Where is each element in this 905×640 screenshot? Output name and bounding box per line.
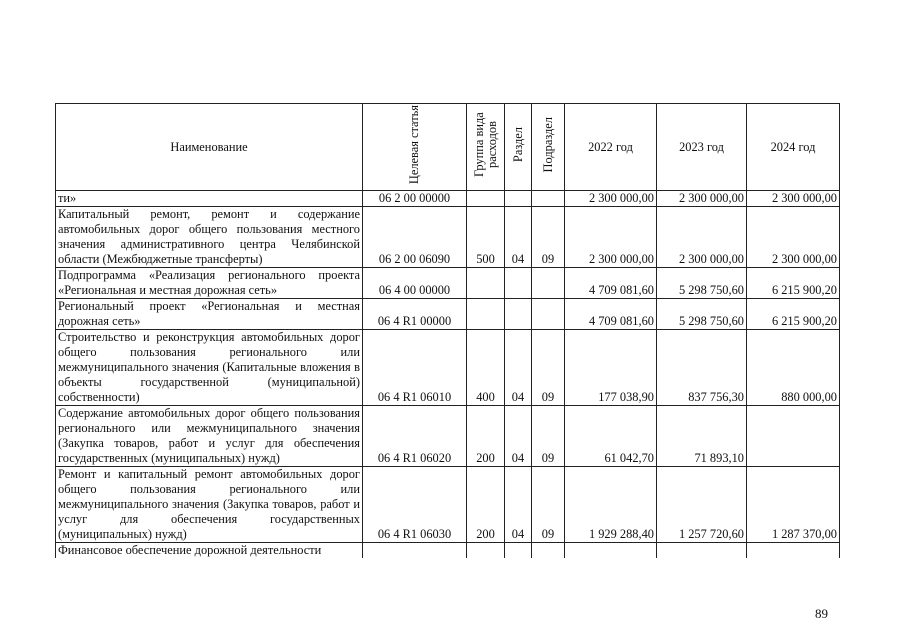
header-subsection: Подраздел	[532, 104, 565, 191]
row-target: 06 2 00 06090	[363, 207, 467, 268]
row-target: 06 2 00 00000	[363, 191, 467, 207]
row-name: Капитальный ремонт, ремонт и содержание автомобильных дорог общего пользования местного значения административного центра Челябинской области (Межбюджетные трансферты)	[56, 207, 363, 268]
header-target: Целевая статья	[363, 104, 467, 191]
row-group	[467, 543, 505, 559]
row-2023	[657, 543, 747, 559]
header-2023: 2023 год	[657, 104, 747, 191]
row-group: 200	[467, 406, 505, 467]
row-2022: 177 038,90	[565, 330, 657, 406]
row-2024: 6 215 900,20	[747, 299, 840, 330]
row-name: ти»	[56, 191, 363, 207]
row-section: 04	[505, 467, 532, 543]
table-row	[56, 543, 840, 559]
row-subsection	[532, 543, 565, 559]
row-2022	[565, 543, 657, 559]
row-group: 200	[467, 467, 505, 543]
header-group: Группа вида расходов	[467, 104, 505, 191]
row-2023: 5 298 750,60	[657, 299, 747, 330]
table-row	[56, 191, 840, 207]
row-name: Финансовое обеспечение дорожной деятельности	[56, 543, 363, 559]
row-section	[505, 191, 532, 207]
row-section	[505, 543, 532, 559]
row-target: 06 4 R1 00000	[363, 299, 467, 330]
row-subsection	[532, 191, 565, 207]
row-name: Содержание автомобильных дорог общего пользования регионального или межмуниципального значения (Закупка товаров, работ и услуг для обеспечения государственных (муниципальных) нужд)	[56, 406, 363, 467]
row-target	[363, 543, 467, 559]
row-group: 500	[467, 207, 505, 268]
row-group	[467, 299, 505, 330]
row-2023: 71 893,10	[657, 406, 747, 467]
row-target: 06 4 R1 06030	[363, 467, 467, 543]
row-subsection: 09	[532, 467, 565, 543]
row-2024	[747, 406, 840, 467]
row-2024: 2 300 000,00	[747, 207, 840, 268]
row-2023: 837 756,30	[657, 330, 747, 406]
header-2024: 2024 год	[747, 104, 840, 191]
row-target: 06 4 00 00000	[363, 268, 467, 299]
row-subsection	[532, 268, 565, 299]
row-subsection: 09	[532, 406, 565, 467]
header-name: Наименование	[56, 104, 363, 191]
row-name: Подпрограмма «Реализация регионального проекта «Региональная и местная дорожная сеть»	[56, 268, 363, 299]
row-group	[467, 191, 505, 207]
row-2024: 2 300 000,00	[747, 191, 840, 207]
page-number: 89	[815, 606, 828, 621]
row-2023: 2 300 000,00	[657, 191, 747, 207]
row-group: 400	[467, 330, 505, 406]
row-subsection: 09	[532, 207, 565, 268]
row-2022: 4 709 081,60	[565, 268, 657, 299]
row-2024: 6 215 900,20	[747, 268, 840, 299]
row-2024	[747, 543, 840, 559]
row-section: 04	[505, 207, 532, 268]
table-row	[56, 299, 840, 330]
row-name: Ремонт и капитальный ремонт автомобильных дорог общего пользования регионального или межмуниципального значения (Закупка товаров, работ и услуг для обеспечения государственных (муниципальных) нужд)	[56, 467, 363, 543]
table-row	[56, 406, 840, 467]
table-row	[56, 467, 840, 543]
row-2022: 2 300 000,00	[565, 207, 657, 268]
header-2022: 2022 год	[565, 104, 657, 191]
row-2024: 880 000,00	[747, 330, 840, 406]
row-subsection: 09	[532, 330, 565, 406]
table-header-row	[56, 104, 840, 191]
row-2022: 1 929 288,40	[565, 467, 657, 543]
row-section: 04	[505, 406, 532, 467]
row-name: Строительство и реконструкция автомобильных дорог общего пользования регионального или межмуниципального значения (Капитальные вложения в объекты государственной (муниципальной) собственности)	[56, 330, 363, 406]
table-row	[56, 330, 840, 406]
row-2022: 2 300 000,00	[565, 191, 657, 207]
row-2023: 2 300 000,00	[657, 207, 747, 268]
row-2022: 4 709 081,60	[565, 299, 657, 330]
row-target: 06 4 R1 06020	[363, 406, 467, 467]
row-section	[505, 299, 532, 330]
row-section: 04	[505, 330, 532, 406]
table-row	[56, 268, 840, 299]
row-subsection	[532, 299, 565, 330]
header-section: Раздел	[505, 104, 532, 191]
row-2023: 1 257 720,60	[657, 467, 747, 543]
row-target: 06 4 R1 06010	[363, 330, 467, 406]
row-2022: 61 042,70	[565, 406, 657, 467]
row-section	[505, 268, 532, 299]
row-2024: 1 287 370,00	[747, 467, 840, 543]
budget-table	[55, 103, 840, 558]
row-name: Региональный проект «Региональная и местная дорожная сеть»	[56, 299, 363, 330]
row-group	[467, 268, 505, 299]
row-2023: 5 298 750,60	[657, 268, 747, 299]
table-row	[56, 207, 840, 268]
